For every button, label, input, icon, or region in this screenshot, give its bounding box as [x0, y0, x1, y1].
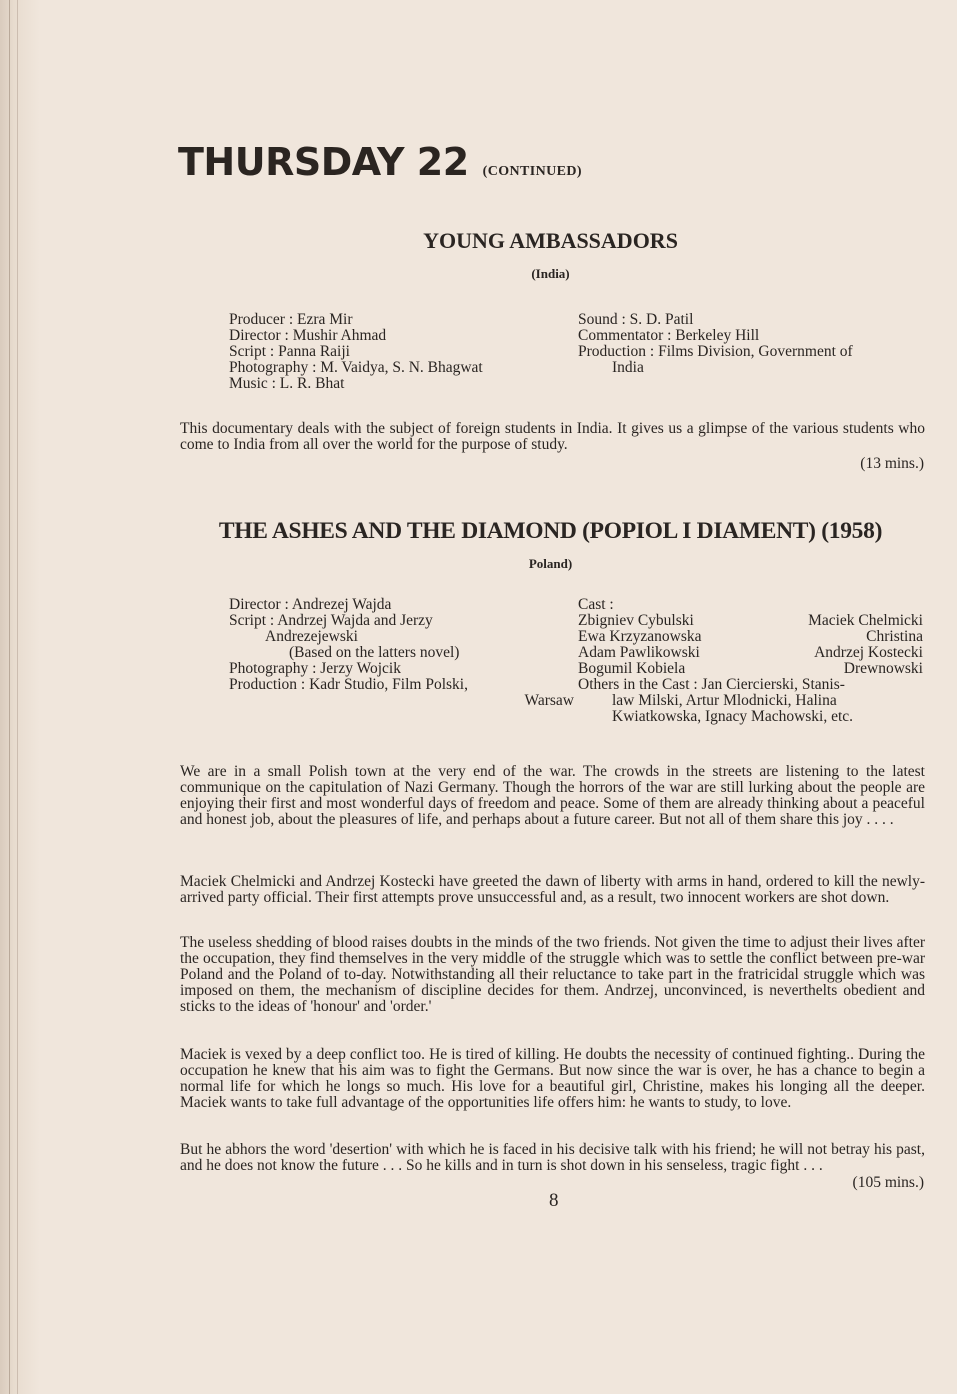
cast-actor: Bogumil Kobiela	[578, 660, 686, 677]
others-line: law Milski, Artur Mlodnicki, Halina	[612, 692, 837, 709]
credit-line: Music : L. R. Bhat	[229, 375, 345, 392]
film-duration: (105 mins.)	[852, 1174, 924, 1191]
credit-line: Andrezejewski	[265, 628, 358, 645]
credit-line: Commentator : Berkeley Hill	[578, 327, 760, 344]
synopsis-paragraph: The useless shedding of blood raises doubts in the minds of the two friends. Not given the time to adjust their lives after the occupation, they find themselves in the very middle of the struggle which was to settle the conflict between pre-war Poland and the Poland of to-day. Notwithstanding all their reluctance to take part in the fratricidal struggle which was imposed on them, the mechanism of discipline decides for them. Andrzej, unconvinced, is neverthelts obedient and sticks to the ideas of 'honour' and 'order.'	[180, 934, 925, 1015]
credit-line: Warsaw	[524, 692, 574, 709]
film-duration: (13 mins.)	[860, 455, 924, 472]
credit-line: Script : Andrzej Wajda and Jerzy	[229, 612, 433, 629]
credits-left	[229, 597, 574, 709]
cast-actor: Zbigniev Cybulski	[578, 612, 694, 629]
synopsis-paragraph: But he abhors the word 'desertion' with which he is faced in his decisive talk with his friend; he will not betray his past, and he does not know the future . . . So he kills and in turn is shot down in his senseless, tragic fight . . .	[180, 1141, 925, 1174]
credit-line: Script : Panna Raiji	[229, 343, 350, 360]
cast-row	[578, 661, 923, 677]
credit-line: Production : Kadr Studio, Film Polski,	[229, 676, 468, 693]
film-country: Poland)	[528, 556, 573, 571]
credit-line: Sound : S. D. Patil	[578, 311, 694, 328]
cast-actor: Adam Pawlikowski	[578, 644, 700, 661]
cast-label: Cast :	[578, 596, 614, 613]
credit-line: Photography : M. Vaidya, S. N. Bhagwat	[229, 359, 483, 376]
film-title: THE ASHES AND THE DIAMOND (POPIOL I DIAMENT) (1958)	[218, 518, 883, 544]
credit-line: Photography : Jerzy Wojcik	[229, 660, 401, 677]
synopsis-paragraph: Maciek Chelmicki and Andrzej Kostecki have greeted the dawn of liberty with arms in hand, ordered to kill the newly-arrived party official. Their first attempts prove unsuccessful and, as a result, two innocent workers are shot down.	[180, 873, 925, 906]
day-title: THURSDAY 22	[178, 140, 469, 184]
credit-line: Director : Mushir Ahmad	[229, 327, 387, 344]
day-heading	[178, 140, 582, 184]
page-edge-line	[17, 0, 18, 1394]
cast-actor: Ewa Krzyzanowska	[578, 628, 702, 645]
cast-role: Andrzej Kostecki	[814, 644, 923, 661]
cast-block	[578, 597, 923, 725]
film-country: (India)	[531, 266, 570, 281]
credits-right	[578, 312, 853, 376]
cast-row	[578, 613, 923, 629]
synopsis-paragraph: We are in a small Polish town at the very end of the war. The crowds in the streets are listening to the latest communique on the capitulation of Nazi Germany. Though the horrors of the war are still lurking about the people are enjoying their first and most wonderful days of freedom and peace. Some of them are already thinking about a peaceful and honest job, about the pleasures of life, and perhaps about a future career. But not all of them share this joy . . . .	[180, 763, 925, 828]
others-line: Kwiatkowska, Ignacy Machowski, etc.	[612, 708, 854, 725]
synopsis-paragraph: This documentary deals with the subject of foreign students in India. It gives us a glimpse of the various students who come to India from all over the world for the purpose of study.	[180, 420, 925, 453]
continued-label: (CONTINUED)	[482, 164, 582, 179]
cast-role: Christina	[866, 628, 923, 645]
synopsis-paragraph: Maciek is vexed by a deep conflict too. He is tired of killing. He doubts the necessity of continued fighting.. During the occupation he knew that his aim was to fight the Germans. But now since the war is over, he has a chance to begin a normal life for which he longs so much. His love for a beautiful girl, Christine, makes his longing all the deeper. Maciek wants to take full advantage of the opportunities life offers him: he wants to study, to love.	[180, 1046, 925, 1111]
credit-line: Director : Andrezej Wajda	[229, 596, 392, 613]
cast-row	[578, 645, 923, 661]
page-number: 8	[549, 1190, 559, 1211]
page-edge-line	[9, 0, 10, 1394]
cast-role: Drewnowski	[843, 660, 923, 677]
credit-line: Production : Films Division, Government of	[578, 343, 853, 360]
credit-line: Producer : Ezra Mir	[229, 311, 353, 328]
credit-line: India	[612, 359, 644, 376]
page-binding-shadow	[0, 0, 40, 1394]
film-title: YOUNG AMBASSADORS	[423, 228, 678, 253]
cast-role: Maciek Chelmicki	[808, 612, 923, 629]
others-line: Others in the Cast : Jan Ciercierski, Stanis-	[578, 676, 845, 693]
credits-left	[229, 312, 483, 392]
cast-row	[578, 629, 923, 645]
credit-line: (Based on the latters novel)	[289, 644, 460, 661]
